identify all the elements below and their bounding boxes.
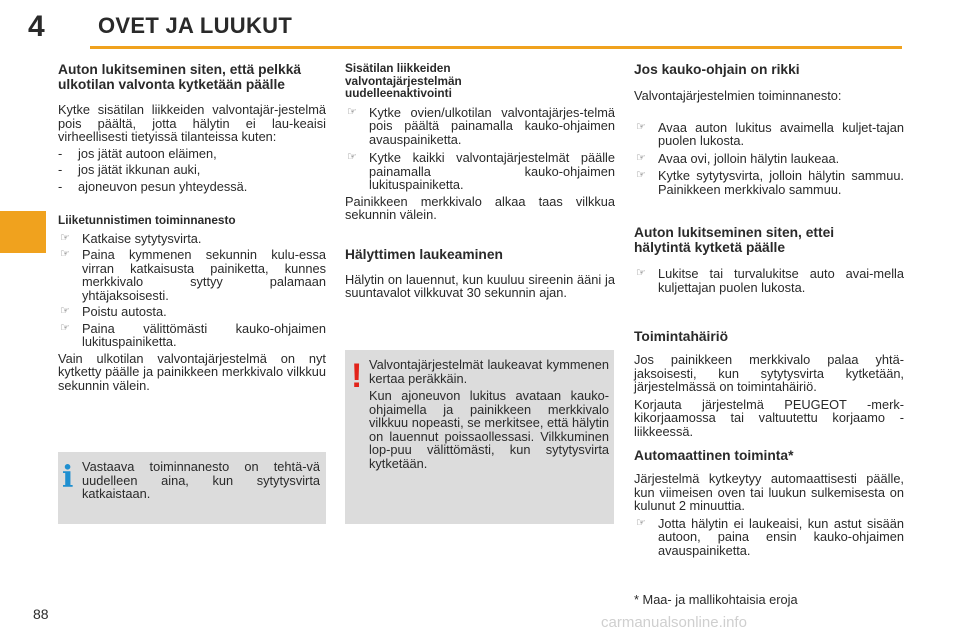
chapter-title: OVET JA LUUKUT (98, 13, 293, 38)
chapter-side-tab (0, 211, 46, 253)
exclamation-icon: ! (351, 357, 363, 395)
steps-list (345, 106, 615, 192)
column-1 (58, 62, 326, 392)
column-3 (634, 62, 904, 557)
dash-item: - jos jätät ikkunan auki, (58, 162, 201, 177)
pointing-hand-icon: ☞ (60, 321, 70, 334)
list-item: ☞ Avaa auton lukitus avaimella kuljet-tajan puolen lukosta. (636, 119, 904, 148)
list-item: ☞ Kytke sytytysvirta, jolloin hälytin sammuu. Painikkeen merkkivalo sammuu. (636, 168, 904, 197)
section-heading-alarm-triggered: Hälyttimen laukeaminen (345, 246, 503, 262)
list-item: ☞ Kytke kaikki valvontajärjestelmät päälle painamalla kauko-ohjaimen lukituspainiketta. (347, 150, 615, 192)
automatic-paragraph: Järjestelmä kytkeytyy automaattisesti päälle, kun viimeisen oven tai luukun sulkemisesta on kulunut 2 minuuttia. (634, 471, 904, 513)
section-heading-automatic: Automaattinen toiminta* (634, 448, 794, 463)
list-item: ☞ Avaa ovi, jolloin hälytin laukeaa. (636, 150, 840, 166)
list-item: ☞ Paina välittömästi kauko-ohjaimen lukituspainiketta. (60, 320, 326, 349)
header-rule (90, 46, 902, 49)
pointing-hand-icon: ☞ (636, 169, 646, 181)
column-2 (345, 62, 615, 300)
list-item: ☞ Katkaise sytytysvirta. (60, 230, 202, 246)
info-icon: i (62, 460, 74, 495)
subheading-motion-sensor: Liiketunnistimen toiminnanesto (58, 213, 236, 227)
pointing-hand-icon: ☞ (636, 516, 646, 529)
intro-paragraph: Valvontajärjestelmien toiminnanesto: (634, 88, 842, 103)
intro-paragraph: Kytke sisätilan liikkeiden valvontajär-jestelmä pois päältä, jotta hälytin ei lau-keaisi virheellisesti tietyissä tilanteissa kuten: (58, 102, 326, 144)
watermark: carmanualsonline.info (601, 614, 747, 631)
list-item: ☞ Lukitse tai turvalukitse auto avai-mella kuljettajan puolen lukosta. (636, 266, 904, 295)
info-box (58, 452, 326, 524)
pointing-hand-icon: ☞ (636, 120, 646, 133)
subheading-reactivation: Sisätilan liikkeiden valvontajärjestelmän uudelleenaktivointi (345, 61, 462, 100)
dash-item: - ajoneuvon pesun yhteydessä. (58, 178, 248, 194)
pointing-hand-icon: ☞ (60, 305, 70, 317)
section-heading-remote-broken: Jos kauko-ohjain on rikki (634, 62, 800, 77)
malfunction-paragraph: Jos painikkeen merkkivalo palaa yhtä-jaksoisesti, kun sytytysvirta kytketään, järjestelmässä on toimintahäiriö. (634, 352, 904, 394)
pointing-hand-icon: ☞ (60, 248, 70, 260)
warning-text-2: Kun ajoneuvon lukitus avataan kauko-ohjaimella ja painikkeen merkkivalo vilkkuu nopeasti, se merkitsee, että hälytin on lauennut poissaollessasi. Vilkkuminen lop-puu välittömästi, kun sytytysvirta kytketään. (369, 388, 609, 471)
info-box-text: Vastaava toiminnanesto on tehtä-vä uudelleen aina, kun sytytysvirta katkaistaan. (82, 459, 320, 501)
pointing-hand-icon: ☞ (347, 151, 357, 163)
list-item: ☞ Jotta hälytin ei laukeaisi, kun astut sisään autoon, paina ensin kauko-ohjaimen avauspainiketta. (636, 515, 904, 558)
repair-paragraph: Korjauta järjestelmä PEUGEOT -merk-kikorjaamossa tai valtuutettu korjaamo -liikkeessä. (634, 396, 904, 439)
pointing-hand-icon: ☞ (636, 151, 646, 164)
dash-item: - jos jätät autoon eläimen, (58, 145, 217, 161)
section-heading-lock-exterior: Auton lukitseminen siten, että pelkkä ulkotilan valvonta kytketään päälle (58, 62, 302, 92)
footnote: * Maa- ja mallikohtaisia eroja (634, 592, 798, 607)
chapter-number: 4 (28, 10, 45, 43)
alarm-paragraph: Hälytin on lauennut, kun kuuluu sireenin ääni ja suuntavalot vilkkuvat 30 sekunnin ajan. (345, 271, 615, 300)
pointing-hand-icon: ☞ (347, 105, 357, 118)
steps-list (634, 267, 904, 294)
warning-text-1: Valvontajärjestelmät laukeavat kymmenen kertaa peräkkäin. (369, 357, 609, 386)
page-number: 88 (33, 606, 49, 622)
section-heading-lock-no-alarm: Auton lukitseminen siten, ettei hälytintä kytketä päälle (634, 225, 835, 255)
steps-list (58, 232, 326, 349)
list-item: ☞ Kytke ovien/ulkotilan valvontajärjes-telmä pois päältä painamalla kauko-ohjaimen avauspainiketta. (347, 104, 615, 147)
outro-paragraph: Painikkeen merkkivalo alkaa taas vilkkua sekunnin välein. (345, 193, 615, 222)
steps-list (634, 121, 904, 197)
outro-paragraph: Vain ulkotilan valvontajärjestelmä on nyt kytketty päälle ja painikkeen merkkivalo vilkkuu sekunnin välein. (58, 350, 326, 393)
list-item: ☞ Paina kymmenen sekunnin kulu-essa virran katkaisusta painiketta, kunnes merkkivalo syttyy palamaan yhtäjaksoisesti. (60, 247, 326, 303)
pointing-hand-icon: ☞ (636, 267, 646, 279)
steps-list (634, 517, 904, 558)
warning-box (345, 350, 614, 524)
list-item: ☞ Poistu autosta. (60, 304, 167, 319)
section-heading-malfunction: Toimintahäiriö (634, 329, 729, 344)
pointing-hand-icon: ☞ (60, 231, 70, 244)
